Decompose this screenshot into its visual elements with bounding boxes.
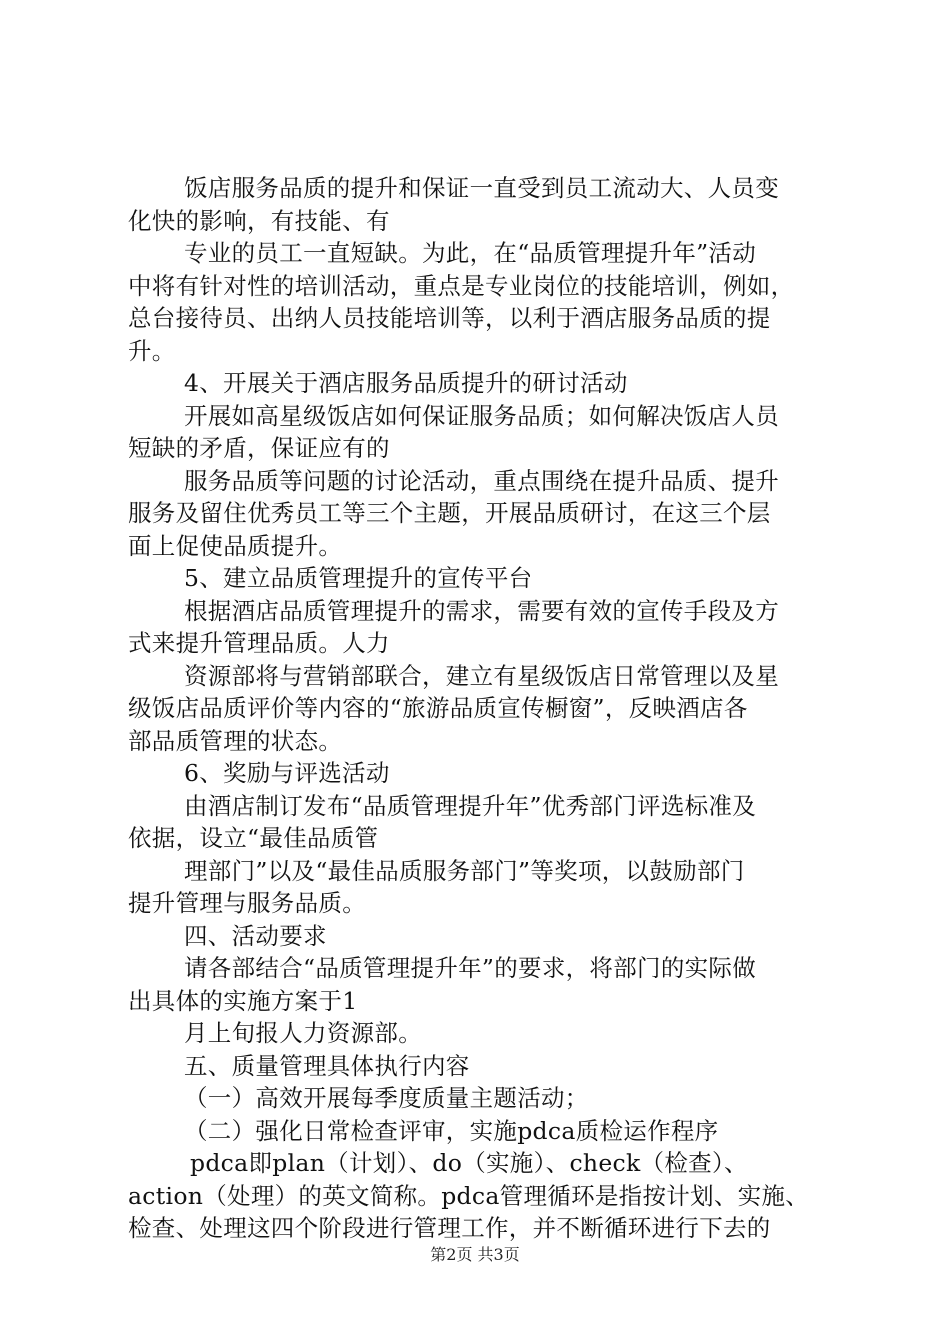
text-line: 部品质管理的状态。 xyxy=(128,726,343,755)
text-line: 由酒店制订发布“品质管理提升年”优秀部门评选标准及 xyxy=(184,791,757,820)
text-line: 饭店服务品质的提升和保证一直受到员工流动大、人员变 xyxy=(184,174,779,202)
text-line: 服务及留住优秀员工等三个主题，开展品质研讨，在这三个层 xyxy=(128,499,771,527)
page-number-footer: 第2页 共3页 xyxy=(430,1245,520,1264)
text-line: （一）高效开展每季度质量主题活动； xyxy=(184,1084,589,1112)
text-line: 化快的影响，有技能、有 xyxy=(128,206,390,235)
text-line: 依据，设立“最佳品质管 xyxy=(128,824,379,852)
text-line: 级饭店品质评价等内容的“旅游品质宣传橱窗”，反映酒店各 xyxy=(128,694,748,722)
text-line: 专业的员工一直短缺。为此，在“品质管理提升年”活动 xyxy=(184,239,757,267)
section-heading: 四、活动要求 xyxy=(184,921,327,950)
text-line: action（处理）的英文简称。pdca管理循环是指按计划、实施、 xyxy=(128,1181,810,1210)
text-line: 根据酒店品质管理提升的需求，需要有效的宣传手段及方 xyxy=(184,596,779,625)
text-line: 短缺的矛盾，保证应有的 xyxy=(128,434,390,462)
text-line: 请各部结合“品质管理提升年”的要求，将部门的实际做 xyxy=(184,954,757,982)
text-line: 提升管理与服务品质。 xyxy=(128,889,366,917)
section-heading: 5、建立品质管理提升的宣传平台 xyxy=(184,564,533,592)
text-line: 服务品质等问题的讨论活动，重点围绕在提升品质、提升 xyxy=(184,466,779,495)
text-line: 理部门”以及“最佳品质服务部门”等奖项，以鼓励部门 xyxy=(184,856,745,885)
text-line: 升。 xyxy=(128,336,176,365)
text-line: 总台接待员、出纳人员技能培训等，以利于酒店服务品质的提 xyxy=(128,304,771,332)
text-line: 资源部将与营销部联合，建立有星级饭店日常管理以及星 xyxy=(184,661,779,690)
text-line: 式来提升管理品质。人力 xyxy=(128,629,390,657)
text-line: 面上促使品质提升。 xyxy=(128,531,343,560)
text-line: 月上旬报人力资源部。 xyxy=(184,1019,422,1047)
section-heading: 6、奖励与评选活动 xyxy=(184,759,390,787)
section-heading: 4、开展关于酒店服务品质提升的研讨活动 xyxy=(184,369,628,397)
text-line: 检查、处理这四个阶段进行管理工作，并不断循环进行下去的 xyxy=(128,1214,771,1242)
text-line: （二）强化日常检查评审，实施pdca质检运作程序 xyxy=(184,1116,719,1145)
document-body xyxy=(128,172,832,1245)
section-heading: 五、质量管理具体执行内容 xyxy=(184,1051,470,1080)
text-line: 出具体的实施方案于1 xyxy=(128,986,358,1015)
text-line: 开展如高星级饭店如何保证服务品质；如何解决饭店人员 xyxy=(184,401,779,430)
text-line: 中将有针对性的培训活动，重点是专业岗位的技能培训，例如， xyxy=(128,271,795,300)
text-line: pdca即plan（计划）、do（实施）、check（检查）、 xyxy=(190,1149,748,1177)
